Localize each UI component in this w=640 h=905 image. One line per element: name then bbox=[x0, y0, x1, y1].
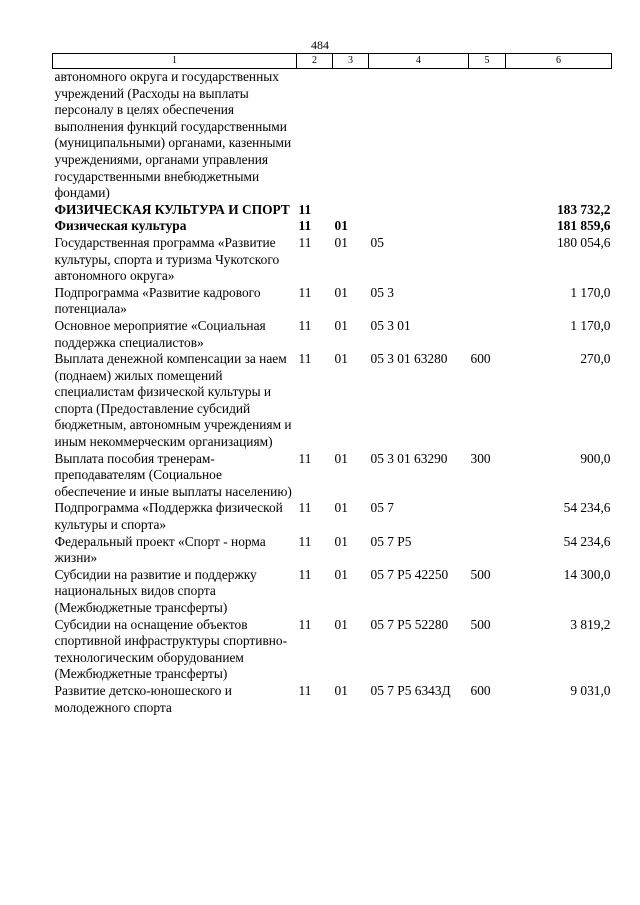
row-amount: 14 300,0 bbox=[563, 566, 611, 582]
table-row bbox=[53, 202, 612, 219]
row-expense-type: 600 bbox=[470, 351, 491, 367]
row-subsection: 01 bbox=[334, 218, 348, 234]
row-target-article: 05 3 01 63290 bbox=[370, 450, 448, 466]
row-section: 11 bbox=[298, 351, 312, 367]
row-amount: 183 732,2 bbox=[556, 201, 611, 217]
row-target-article: 05 bbox=[370, 234, 384, 250]
row-section: 11 bbox=[298, 201, 312, 217]
row-name: Основное мероприятие «Социальная поддержка специалистов» bbox=[54, 317, 266, 350]
row-amount: 270,0 bbox=[580, 351, 611, 367]
row-subsection: 01 bbox=[334, 317, 348, 333]
row-section: 11 bbox=[298, 218, 312, 234]
row-expense-type bbox=[469, 285, 506, 318]
table-row bbox=[53, 235, 612, 285]
row-target-article: 05 7 P5 52280 bbox=[370, 616, 449, 632]
row-target-article: 05 7 P5 bbox=[370, 533, 412, 549]
row-subsection bbox=[333, 202, 369, 219]
row-amount: 3 819,2 bbox=[570, 616, 611, 632]
row-name: Подпрограмма «Развитие кадрового потенциала» bbox=[54, 284, 261, 317]
row-name: Физическая культура bbox=[54, 218, 187, 234]
row-amount: 1 170,0 bbox=[570, 284, 611, 300]
row-name: Субсидии на оснащение объектов спортивной инфраструктуры спортивно-технологическим оборудованием (Межбюджетные трансферты) bbox=[54, 616, 288, 682]
row-expense-type bbox=[469, 500, 506, 533]
row-amount: 180 054,6 bbox=[556, 234, 611, 250]
row-subsection: 01 bbox=[334, 616, 348, 632]
row-name: Выплата пособия тренерам-преподавателям (Социальное обеспечение и иные выплаты населению) bbox=[54, 450, 292, 499]
col-header-2: 2 bbox=[297, 54, 333, 69]
table-row bbox=[53, 683, 612, 716]
row-amount: 54 234,6 bbox=[563, 500, 611, 516]
row-amount: 1 170,0 bbox=[570, 317, 611, 333]
page-number: 484 bbox=[311, 38, 329, 52]
table-row bbox=[53, 285, 612, 318]
row-expense-type: 600 bbox=[470, 682, 491, 698]
row-name: Государственная программа «Развитие культуры, спорта и туризма Чукотского автономного округа» bbox=[54, 234, 280, 284]
row-expense-type bbox=[469, 202, 506, 219]
row-expense-type: 500 bbox=[470, 566, 491, 582]
row-expense-type: 300 bbox=[470, 450, 491, 466]
row-subsection: 01 bbox=[334, 284, 348, 300]
row-target-article: 05 7 bbox=[370, 500, 394, 516]
row-subsection: 01 bbox=[334, 682, 348, 698]
row-expense-type: 500 bbox=[470, 616, 491, 632]
row-name: Развитие детско-юношеского и молодежного спорта bbox=[54, 682, 232, 715]
table-row bbox=[53, 500, 612, 533]
col-header-3: 3 bbox=[333, 54, 369, 69]
table-row bbox=[53, 534, 612, 567]
row-name: ФИЗИЧЕСКАЯ КУЛЬТУРА И СПОРТ bbox=[54, 201, 290, 217]
row-target-article: 05 7 P5 6343Д bbox=[370, 682, 451, 698]
row-section: 11 bbox=[298, 682, 312, 698]
row-section: 11 bbox=[298, 533, 312, 549]
row-target-article bbox=[369, 202, 469, 219]
row-subsection bbox=[333, 69, 369, 202]
row-target-article: 05 7 P5 42250 bbox=[370, 566, 449, 582]
row-target-article: 05 3 01 63280 bbox=[370, 351, 448, 367]
row-amount: 181 859,6 bbox=[556, 218, 611, 234]
table-row bbox=[53, 318, 612, 351]
table-row bbox=[53, 69, 612, 202]
row-target-article bbox=[369, 218, 469, 235]
row-subsection: 01 bbox=[334, 450, 348, 466]
table-row bbox=[53, 617, 612, 683]
table-row bbox=[53, 567, 612, 617]
row-name: Субсидии на развитие и поддержку национальных видов спорта (Межбюджетные трансферты) bbox=[54, 566, 257, 615]
table-row bbox=[53, 351, 612, 451]
row-amount bbox=[506, 69, 612, 202]
row-expense-type bbox=[469, 235, 506, 285]
col-header-1: 1 bbox=[53, 54, 297, 69]
table-row bbox=[53, 451, 612, 501]
row-subsection: 01 bbox=[334, 234, 348, 250]
table-row bbox=[53, 218, 612, 235]
row-subsection: 01 bbox=[334, 566, 348, 582]
row-section: 11 bbox=[298, 317, 312, 333]
row-name: Подпрограмма «Поддержка физической культуры и спорта» bbox=[54, 500, 283, 533]
row-target-article bbox=[369, 69, 469, 202]
row-amount: 9 031,0 bbox=[570, 682, 611, 698]
row-section: 11 bbox=[298, 284, 312, 300]
row-amount: 900,0 bbox=[580, 450, 611, 466]
row-expense-type bbox=[469, 318, 506, 351]
row-target-article: 05 3 bbox=[370, 284, 394, 300]
col-header-4: 4 bbox=[369, 54, 469, 69]
row-expense-type bbox=[469, 69, 506, 202]
row-amount: 54 234,6 bbox=[563, 533, 611, 549]
row-subsection: 01 bbox=[334, 351, 348, 367]
col-header-6: 6 bbox=[506, 54, 612, 69]
row-name: Выплата денежной компенсации за наем (поднаем) жилых помещений специалистам физической культуры и спорта (Предоставление субсидий бюджетным, автономным учреждениям и иным некоммерческим организациям) bbox=[54, 351, 292, 450]
row-name: автономного округа и государственных учреждений (Расходы на выплаты персоналу в целях обеспечения выполнения функций государственными (муниципальными) органами, казенными учреждениями, органами управления государственными внебюджетными фондами) bbox=[54, 69, 292, 201]
row-subsection: 01 bbox=[334, 533, 348, 549]
row-name: Федеральный проект «Спорт - норма жизни» bbox=[54, 533, 266, 566]
row-target-article: 05 3 01 bbox=[370, 317, 411, 333]
budget-table bbox=[52, 53, 612, 716]
row-section bbox=[297, 69, 333, 202]
row-section: 11 bbox=[298, 234, 312, 250]
row-section: 11 bbox=[298, 566, 312, 582]
row-section: 11 bbox=[298, 450, 312, 466]
row-subsection: 01 bbox=[334, 500, 348, 516]
row-expense-type bbox=[469, 534, 506, 567]
row-section: 11 bbox=[298, 616, 312, 632]
col-header-5: 5 bbox=[469, 54, 506, 69]
column-number-header bbox=[53, 54, 612, 69]
row-section: 11 bbox=[298, 500, 312, 516]
row-expense-type bbox=[469, 218, 506, 235]
